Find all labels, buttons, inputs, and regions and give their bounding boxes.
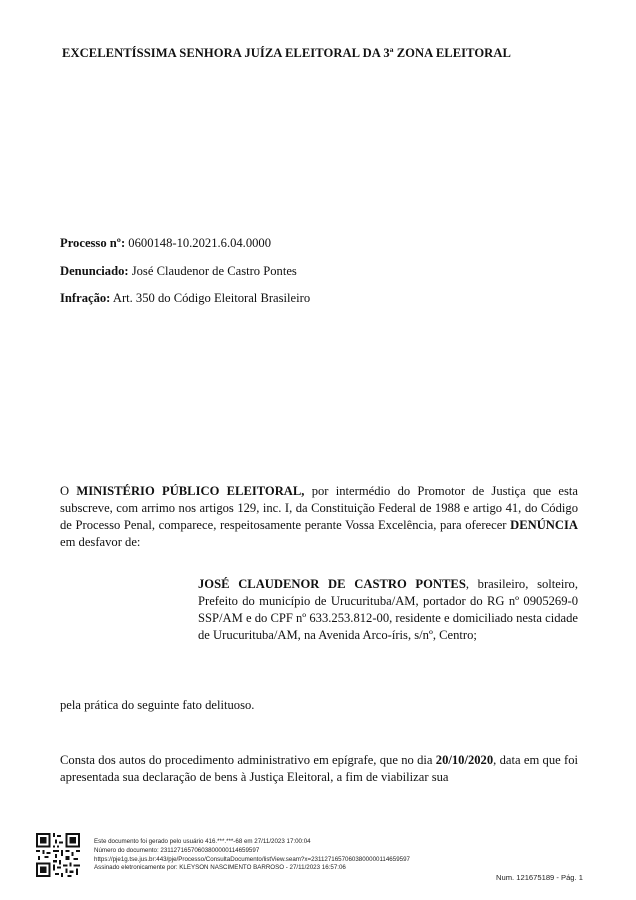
footer-document-number: Número do documento: 23112716570603800000114659597	[94, 846, 260, 854]
processo-value: 0600148-10.2021.6.04.0000	[128, 236, 272, 250]
accused-block	[198, 576, 578, 644]
footer-signature-line: Assinado eletronicamente por: KLEYSON NASCIMENTO BARROSO - 27/11/2023 16:57:06	[94, 864, 346, 872]
page-number: Num. 121675189 - Pág. 1	[496, 873, 583, 882]
organization-name: MINISTÉRIO PÚBLICO ELEITORAL,	[76, 484, 305, 498]
footer-generated-line: Este documento foi gerado pelo usuário 416.***.***-68 em 27/11/2023 17:00:04	[94, 838, 311, 845]
page-title: EXCELENTÍSSIMA SENHORA JUÍZA ELEITORAL DA 3ª ZONA ELEITORAL	[62, 46, 511, 60]
denunciado-value: José Claudenor de Castro Pontes	[131, 264, 297, 278]
denunciado-line	[60, 264, 297, 279]
accused-name: JOSÉ CLAUDENOR DE CASTRO PONTES	[198, 577, 466, 591]
footer-url[interactable]: https://pje1g.tse.jus.br:443/pje/Processo/ConsultaDocumento/listView.seam?x=23112716570603800000114659597	[94, 855, 410, 863]
processo-label: Processo nº:	[60, 236, 126, 250]
infracao-value: Art. 350 do Código Eleitoral Brasileiro	[112, 291, 311, 305]
intro-paragraph: O MINISTÉRIO PÚBLICO ELEITORAL, por intermédio do Promotor de Justiça que esta subscreve, com arrimo nos artigos 129, inc. I, da Constituição Federal de 1988 e artigo 41, do Código de Processo Penal, comparece, respeitosamente perante Vossa Excelência, para oferecer DENÚNCIA em desfavor de:	[60, 484, 578, 549]
accused-details: , brasileiro, solteiro, Prefeito do município de Urucurituba/AM, portador do RG nº 0905269-0 SSP/AM e do CPF nº 633.253.812-00, residente e domiciliado nesta cidade de Urucurituba/AM, na Avenida Arco-íris, s/nº, Centro;	[198, 577, 579, 642]
declaration-date: 20/10/2020	[435, 753, 494, 767]
signature-footer	[94, 838, 410, 873]
infracao-line	[60, 291, 310, 306]
facts-paragraph: Consta dos autos do procedimento administrativo em epígrafe, que no dia 20/10/2020, data em que foi apresentada sua declaração de bens à Justiça Eleitoral, a fim de viabilizar sua	[60, 753, 578, 784]
processo-line	[60, 236, 271, 251]
qr-code-icon	[36, 833, 80, 877]
denuncia-keyword: DENÚNCIA	[510, 518, 578, 532]
infracao-label: Infração:	[60, 291, 111, 305]
denunciado-label: Denunciado:	[60, 264, 129, 278]
fact-line: pela prática do seguinte fato delituoso.	[60, 698, 255, 712]
